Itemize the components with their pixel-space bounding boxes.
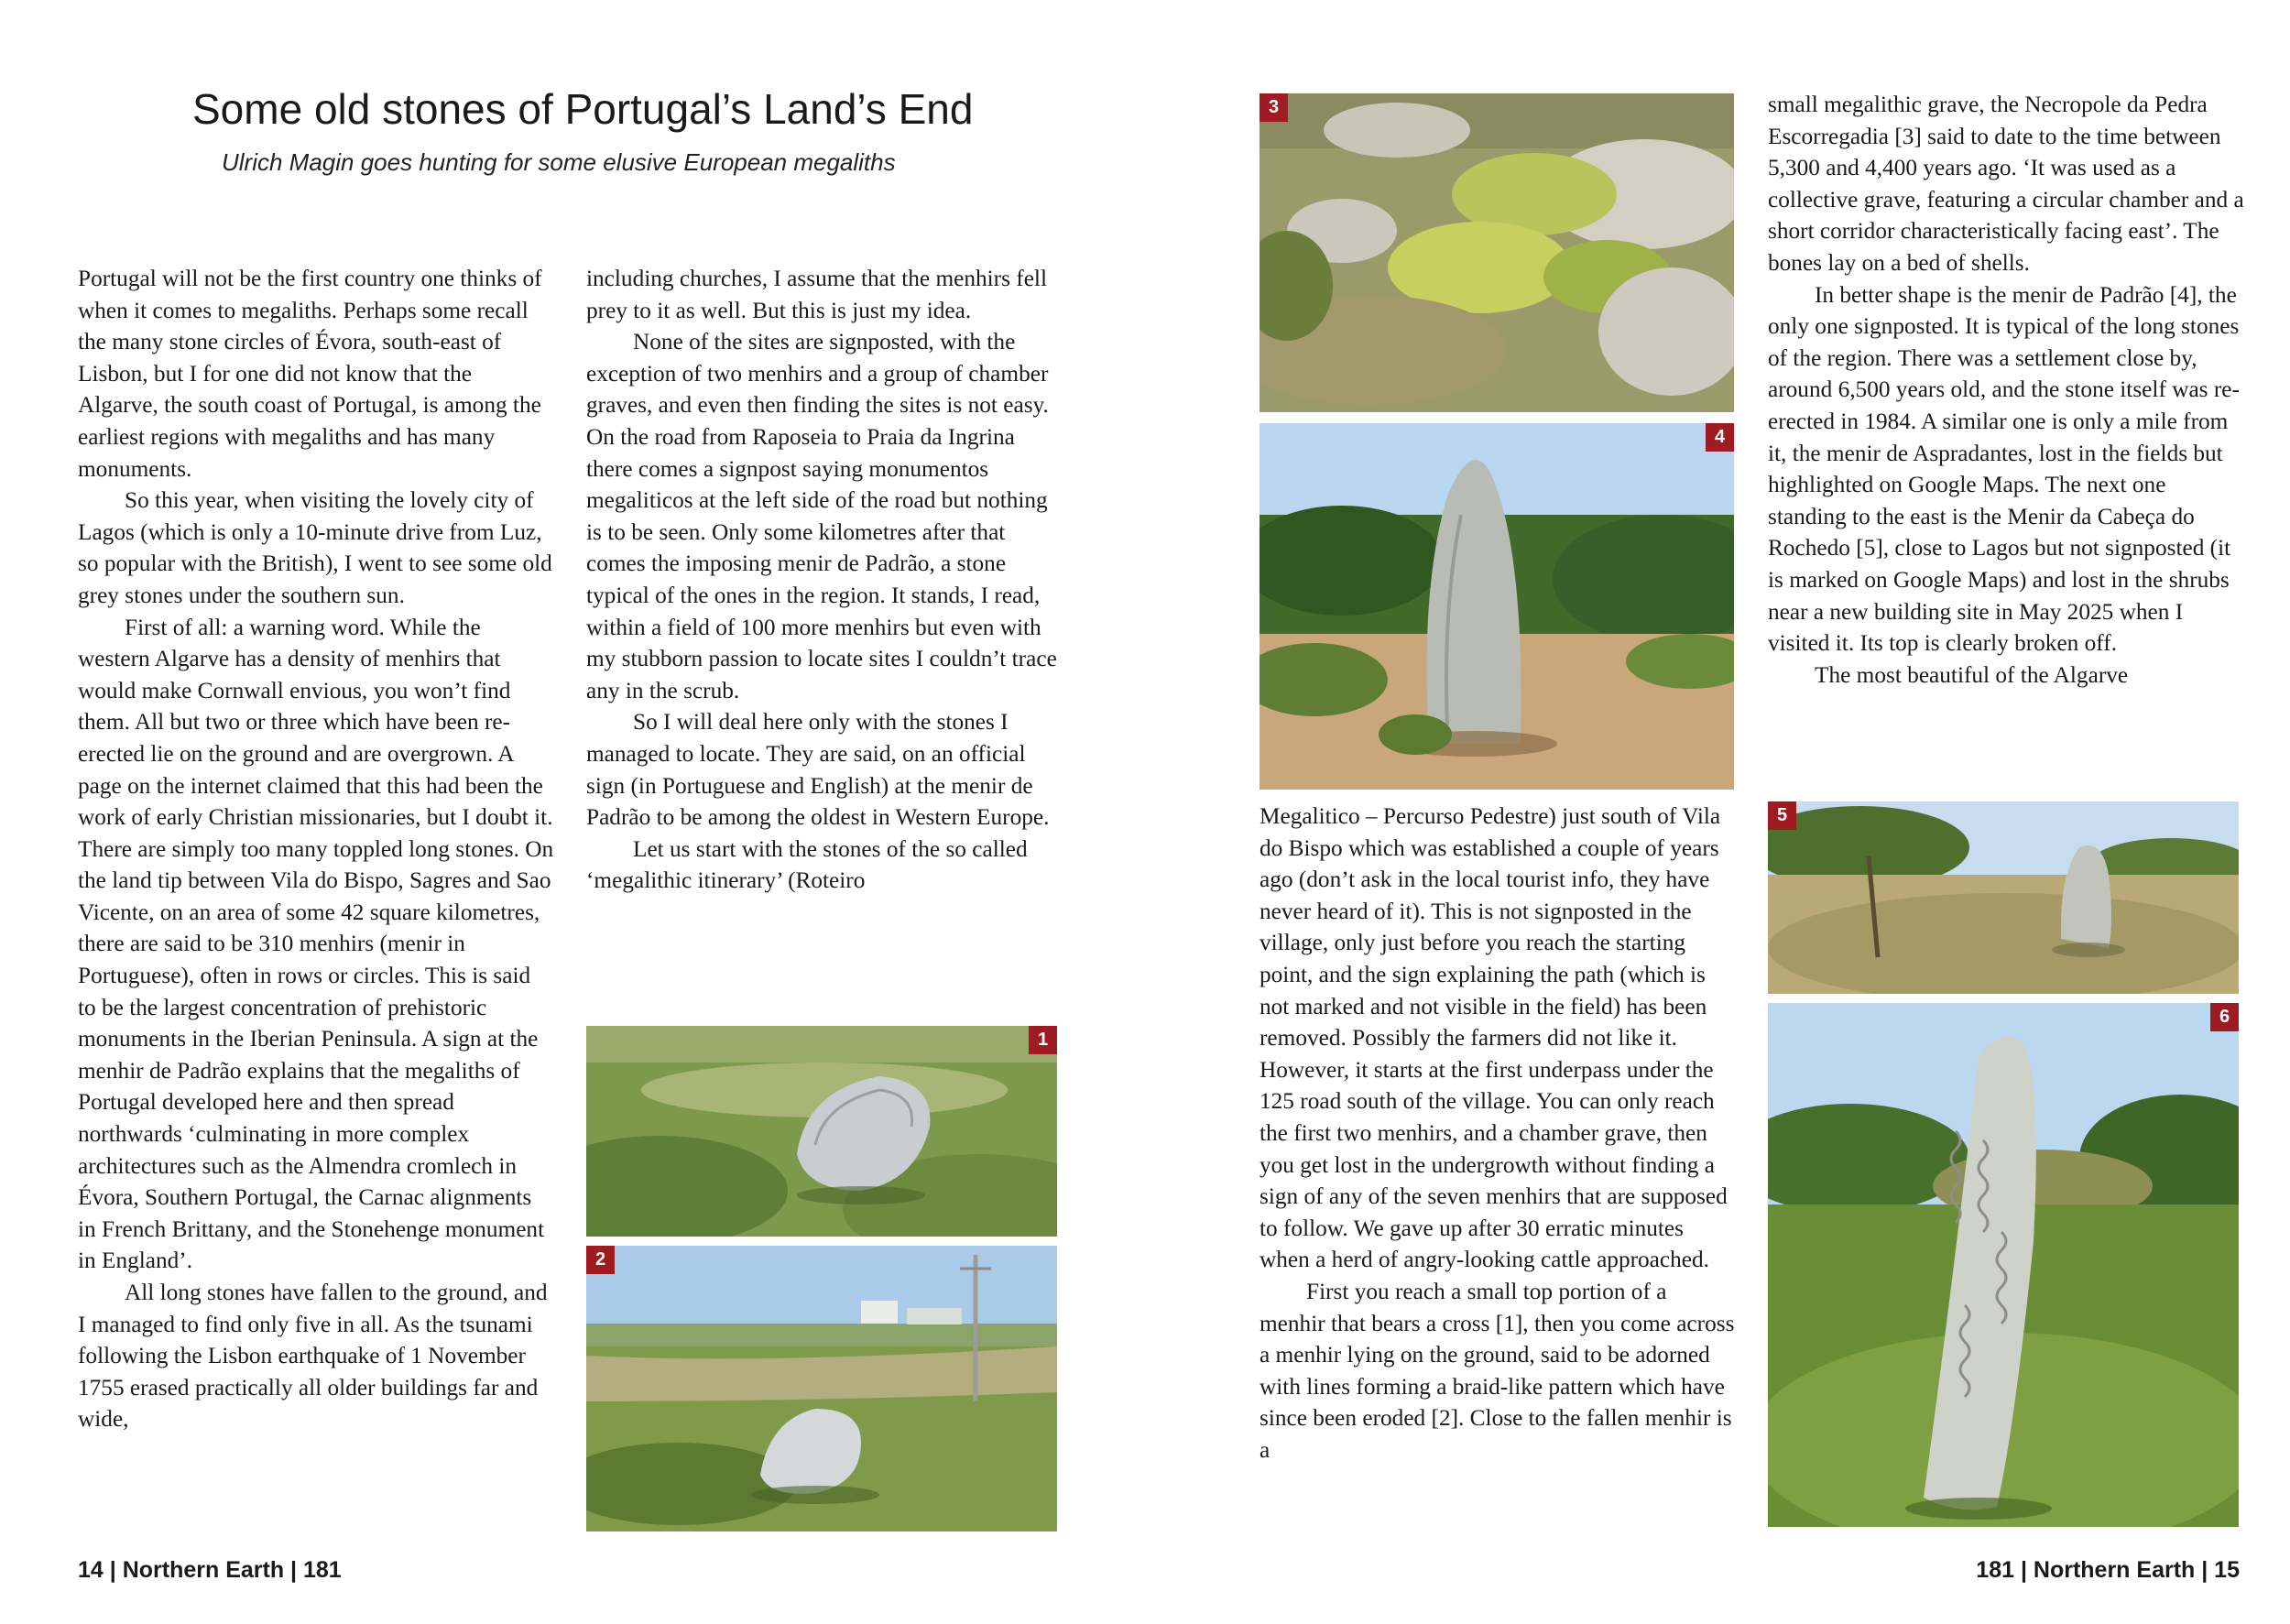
paragraph: So I will deal here only with the stones I managed to locate. They are said, on an official sign (in Portuguese and English) at the menir de Padrão to be among the oldest in Western Europe. xyxy=(586,709,1050,831)
photo-number-badge: 5 xyxy=(1768,801,1796,830)
footer-folio-right: 181 | Northern Earth | 15 xyxy=(1976,1557,2240,1583)
paragraph: Let us start with the stones of the so called ‘megalithic itinerary’ (Roteiro xyxy=(586,835,1028,894)
photo-megalithic-grave xyxy=(1260,93,1734,412)
photo-menir-cabeca-do-rochedo xyxy=(1768,801,2239,994)
paragraph: In better shape is the menir de Padrão [4], the only one signposted. It is typical of the long stones of the region. There was a settlement close by, around 6,500 years old, and the stone itself was re-erected in 1984. A similar one is only a mile from it, the menir de Aspradantes, lost in the fields but highlighted on Google Maps. The next one standing to the east is the Menir da Cabeça do Rochedo [5], close to Lagos but not signposted (it is marked on Google Maps) and lost in the shrubs near a new building site in May 2025 when I visited it. Its top is clearly broken off. xyxy=(1768,281,2240,657)
paragraph: So this year, when visiting the lovely city of Lagos (which is only a 10-minute drive from Luz, so popular with the British), I went to see some old grey stones under the southern sun. xyxy=(78,487,552,608)
photo-fallen-menhir-cross xyxy=(586,1026,1057,1237)
paragraph: Portugal will not be the first country one thinks of when it comes to megaliths. Perhaps some recall the many stone circles of Évora, south-east of Lisbon, but I for one did not know that the Algarve, the south coast of Portugal, is among the earliest regions with megaliths and has many monuments. xyxy=(78,266,542,482)
photo-number-badge: 1 xyxy=(1029,1026,1057,1054)
photo-number-badge: 6 xyxy=(2210,1003,2239,1031)
left-column-2 xyxy=(586,263,1063,897)
photo-decorated-menhir xyxy=(1768,1003,2239,1527)
footer-folio-left: 14 | Northern Earth | 181 xyxy=(78,1557,342,1583)
paragraph: First of all: a warning word. While the western Algarve has a density of menhirs that would make Cornwall envious, you won’t find them. All but two or three which have been re-erected lie on the ground and are overgrown. A page on the internet claimed that this had been the work of early Christian missionaries, but I doubt it. There are simply too many toppled long stones. On the land tip between Vila do Bispo, Sagres and Sao Vicente, on an area of some 42 square kilometres, there are said to be 310 menhirs (menir in Portuguese), often in rows or circles. This is said to be the largest concentration of prehistoric monuments in the Iberian Peninsula. A sign at the menhir de Padrão explains that the megaliths of Portugal developed here and then spread northwards ‘culminating in more complex architectures such as the Almendra cromlech in Évora, Southern Portugal, the Carnac alignments in French Brittany, and the Stonehenge monument in England’. xyxy=(78,614,554,1274)
left-column-1 xyxy=(78,263,554,1435)
photo-number-badge: 3 xyxy=(1260,93,1288,122)
photo-menir-de-padrao xyxy=(1260,423,1734,790)
paragraph: including churches, I assume that the menhirs fell prey to it as well. But this is just my idea. xyxy=(586,266,1047,323)
right-column-1 xyxy=(1260,801,1736,1466)
paragraph: The most beautiful of the Algarve xyxy=(1815,661,2129,688)
right-page xyxy=(1145,0,2290,1624)
paragraph: small megalithic grave, the Necropole da Pedra Escorregadia [3] said to date to the time between 5,300 and 4,400 years ago. ‘It was used as a collective grave, featuring a circular chamber and a short corridor characteristically facing east’. The bones lay on a bed of shells. xyxy=(1768,92,2244,276)
photo-lying-menhir-field xyxy=(586,1246,1057,1531)
article-subtitle: Ulrich Magin goes hunting for some elusive European megaliths xyxy=(222,148,896,176)
article-title: Some old stones of Portugal’s Land’s End xyxy=(192,85,974,133)
photo-number-badge: 2 xyxy=(586,1246,615,1274)
paragraph: Megalitico – Percurso Pedestre) just south of Vila do Bispo which was established a couple of years ago (don’t ask in the local tourist info, they have never heard of it). This is not signposted in the village, only just before you reach the starting point, and the sign explaining the path (which is not marked and not visible in the field) has been removed. Possibly the farmers did not like it. However, it starts at the first underpass under the 125 road south of the village. You can only reach the first two menhirs, and a chamber grave, then you get lost in the undergrowth without finding a sign of any of the seven menhirs that are supposed to follow. We gave up after 30 erratic minutes when a herd of angry-looking cattle approached. xyxy=(1260,803,1728,1273)
paragraph: All long stones have fallen to the ground, and I managed to find only five in all. As the tsunami following the Lisbon earthquake of 1 November 1755 erased practically all older buildings far and wide, xyxy=(78,1280,548,1433)
paragraph: None of the sites are signposted, with the exception of two menhirs and a group of chamber graves, and even then finding the sites is not easy. On the road from Raposeia to Praia da Ingrina there comes a signpost saying monumentos megaliticos at the left side of the road but nothing is to be seen. Only some kilometres after that comes the imposing menir de Padrão, a stone typical of the ones in the region. It stands, I read, within a field of 100 more menhirs but even with my stubborn passion to locate sites I couldn’t trace any in the scrub. xyxy=(586,329,1057,703)
photo-number-badge: 4 xyxy=(1706,423,1734,452)
right-column-2 xyxy=(1768,89,2244,691)
paragraph: First you reach a small top portion of a menhir that bears a cross [1], then you come across a menhir lying on the ground, said to be adorned with lines forming a braid-like pattern which have since been eroded [2]. Close to the fallen menhir is a xyxy=(1260,1278,1735,1463)
